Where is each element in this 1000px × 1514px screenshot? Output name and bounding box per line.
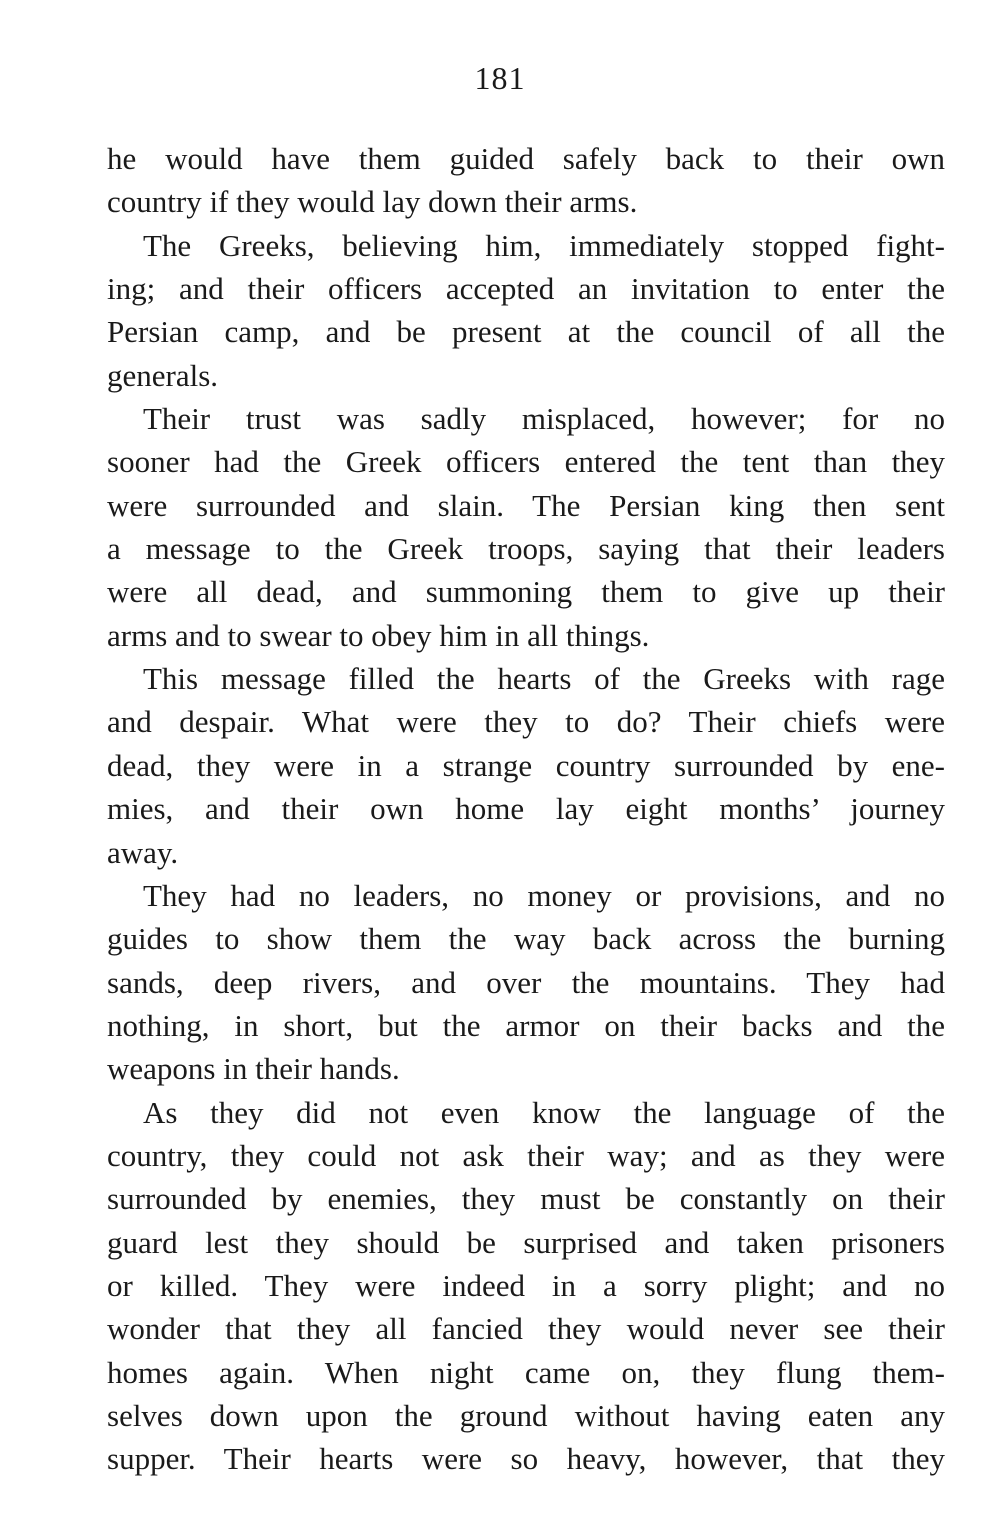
text-line: nothing, in short, but the armor on their backs and the	[107, 1007, 945, 1043]
text-line: ing; and their officers accepted an invitation to enter the	[107, 271, 945, 307]
text-line: wonder that they all fancied they would never see their	[107, 1311, 945, 1347]
text-line: dead, they were in a strange country surrounded by ene-	[107, 747, 945, 783]
text-line: were all dead, and summoning them to give up their	[107, 574, 945, 610]
text-line: generals.	[107, 357, 219, 393]
body-text	[107, 137, 945, 1481]
text-line: he would have them guided safely back to their own	[107, 141, 945, 176]
text-line: country, they could not ask their way; and as they were	[107, 1137, 945, 1173]
text-line: selves down upon the ground without having eaten any	[107, 1397, 945, 1433]
text-line: guard lest they should be surprised and taken prisoners	[107, 1224, 945, 1260]
text-line: mies, and their own home lay eight months’ journey	[107, 791, 945, 827]
paragraph-start-line: As they did not even know the language of the	[143, 1094, 945, 1130]
paragraph-start-line: This message filled the hearts of the Greeks with rage	[143, 661, 945, 697]
text-line: a message to the Greek troops, saying that their leaders	[107, 531, 945, 567]
text-line: or killed. They were indeed in a sorry plight; and no	[107, 1267, 945, 1303]
text-line: and despair. What were they to do? Their chiefs were	[107, 704, 945, 740]
text-line: arms and to swear to obey him in all things.	[107, 617, 650, 653]
text-line: homes again. When night came on, they flung them-	[107, 1354, 945, 1390]
text-line: supper. Their hearts were so heavy, however, that they	[107, 1441, 945, 1477]
text-line: were surrounded and slain. The Persian king then sent	[107, 487, 945, 523]
text-line: country if they would lay down their arms.	[107, 184, 638, 220]
text-line: sooner had the Greek officers entered the tent than they	[107, 444, 945, 480]
paragraph-start-line: Their trust was sadly misplaced, however; for no	[143, 401, 945, 437]
text-line: weapons in their hands.	[107, 1051, 400, 1087]
text-line: away.	[107, 834, 179, 870]
text-line: guides to show them the way back across the burning	[107, 921, 945, 957]
paragraph-start-line: They had no leaders, no money or provisions, and no	[143, 877, 945, 913]
text-line: surrounded by enemies, they must be constantly on their	[107, 1181, 945, 1217]
page-number: 181	[474, 60, 526, 96]
paragraph-start-line: The Greeks, believing him, immediately stopped fight-	[143, 227, 945, 263]
text-line: Persian camp, and be present at the council of all the	[107, 314, 945, 350]
text-line: sands, deep rivers, and over the mountains. They had	[107, 964, 945, 1000]
